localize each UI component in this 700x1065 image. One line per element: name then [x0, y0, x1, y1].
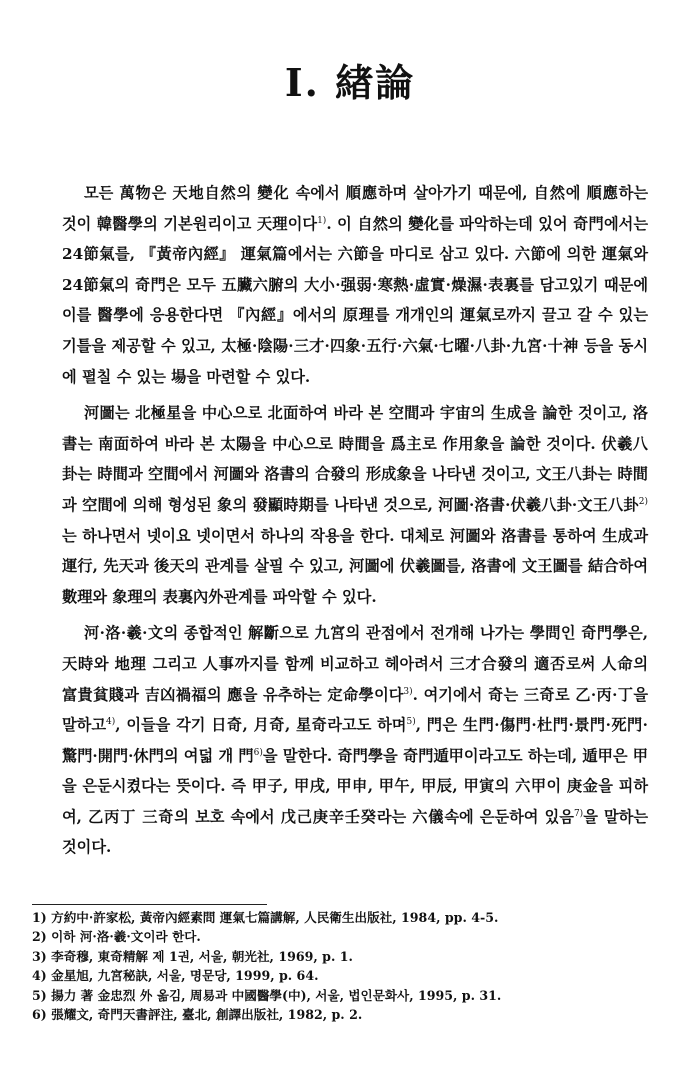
- text-run: , 이들을 각기 日奇, 月奇, 星奇라고도 하며: [115, 716, 407, 735]
- footnote-item: 3) 李奇穆, 東奇精解 제 1권, 서울, 朝光社, 1969, p. 1.: [32, 948, 353, 964]
- text-run: 모든 萬物은 天地自然의 變化 속에서 順應하며 살아가기 때문에, 自然에 順應하는 것이 韓醫學의 기본원리이고 天理이다: [62, 184, 648, 233]
- footnote-divider: [32, 904, 267, 905]
- paragraph-3: [62, 618, 648, 863]
- footnote-item: 6) 張耀文, 奇門天書評注, 臺北, 創譯出版社, 1982, p. 2.: [32, 1007, 363, 1023]
- footnotes: [32, 908, 652, 1024]
- footnote-ref-1: 1): [317, 215, 327, 226]
- footnote-item: 2) 이하 河·洛·羲·文이라 한다.: [32, 929, 201, 945]
- text-run: . 이 自然의 變化를 파악하는데 있어 奇門에서는 24節氣를, 『黃帝內經』 運氣篇에서는 六節을 마디로 삼고 있다. 六節에 의한 運氣와 24節氣의 奇門은 모두 五臟六腑의 大小·强弱·寒熱·虛實·燥濕·表裏를 담고있기 때문에 이를 醫學에 응용한다면 『內經』에서의 原理를 개개인의 運氣로까지 끌고 갈 수 있는 기틀을 제공할 수 있고, 太極·陰陽·三才·四象·五行·六氣·七曜·八卦·九宮·十神 등을 동시에 펼칠 수 있는 場을 마련할 수 있다.: [62, 214, 648, 386]
- footnote-ref-5: 5): [406, 717, 416, 728]
- footnote-ref-2: 2): [638, 496, 648, 507]
- body-text: [62, 178, 648, 869]
- footnote-item: 4) 金星旭, 九宮秘訣, 서울, 명문당, 1999, p. 64.: [32, 968, 319, 984]
- footnote-ref-7: 7): [573, 808, 584, 819]
- paragraph-1: [62, 178, 648, 392]
- footnote-ref-6: 6): [253, 747, 263, 758]
- text-run: 는 하나면서 넷이요 넷이면서 하나의 작용을 한다. 대체로 河圖와 洛書를 통하여 生成과 運行, 先天과 後天의 관계를 살필 수 있고, 河圖에 伏羲圖를, 洛書에 文王圖를 結合하여 數理와 象理의 表裏內外관계를 파악할 수 있다.: [62, 526, 648, 606]
- text-run: 河·洛·羲·文의 종합적인 解斷으로 九宮의 관점에서 전개해 나가는 學問인 奇門學은, 天時와 地理 그리고 人事까지를 함께 비교하고 헤아려서 三才合發의 適否로써 人命의 富貴貧賤과 吉凶禍福의 應을 유추하는 定命學이다: [62, 624, 648, 704]
- paragraph-2: [62, 398, 648, 612]
- text-run: 을 말하는 것이다.: [62, 807, 648, 857]
- footnote-item: 5) 揚力 著 金忠烈 外 옮김, 周易과 中國醫學(中), 서울, 법인문화사, 1995, p. 31.: [32, 987, 502, 1003]
- text-run: 을 말한다. 奇門學을 奇門遁甲이라고도 하는데, 遁甲은 甲을 은둔시켰다는 뜻이다. 즉 甲子, 甲戌, 甲申, 甲午, 甲辰, 甲寅의 六甲이 庚金을 피하여, 乙丙丁 三奇의 보호 속에서 戊己庚辛壬癸라는 六儀속에 은둔하여 있음: [62, 746, 648, 826]
- footnote-ref-4: 4): [106, 717, 116, 728]
- footnote-item: 1) 方約中·許家松, 黃帝內經素問 運氣七篇講解, 人民衛生出版社, 1984, pp. 4-5.: [32, 910, 499, 925]
- text-run: , 門은 生門·傷門·杜門·景門·死門·驚門·開門·休門의 여덟 개 門: [62, 716, 648, 765]
- section-title: I. 緖論: [284, 60, 416, 105]
- footnote-ref-3: 3): [403, 686, 413, 697]
- text-run: . 여기에서 奇는 三奇로 乙·丙·丁을 말하고: [62, 685, 648, 735]
- text-run: 河圖는 北極星을 中心으로 北面하여 바라 본 空間과 宇宙의 生成을 論한 것이고, 洛書는 南面하여 바라 본 太陽을 中心으로 時間을 爲主로 作用象을 論한 것이다. 伏羲八卦는 時間과 空間에서 河圖와 洛書의 合發의 形成象을 나타낸 것이고, 文王八卦는 時間과 空間에 의해 형성된 象의 發顯時期를 나타낸 것으로, 河圖·洛書·伏羲八卦·文王八卦: [62, 404, 648, 514]
